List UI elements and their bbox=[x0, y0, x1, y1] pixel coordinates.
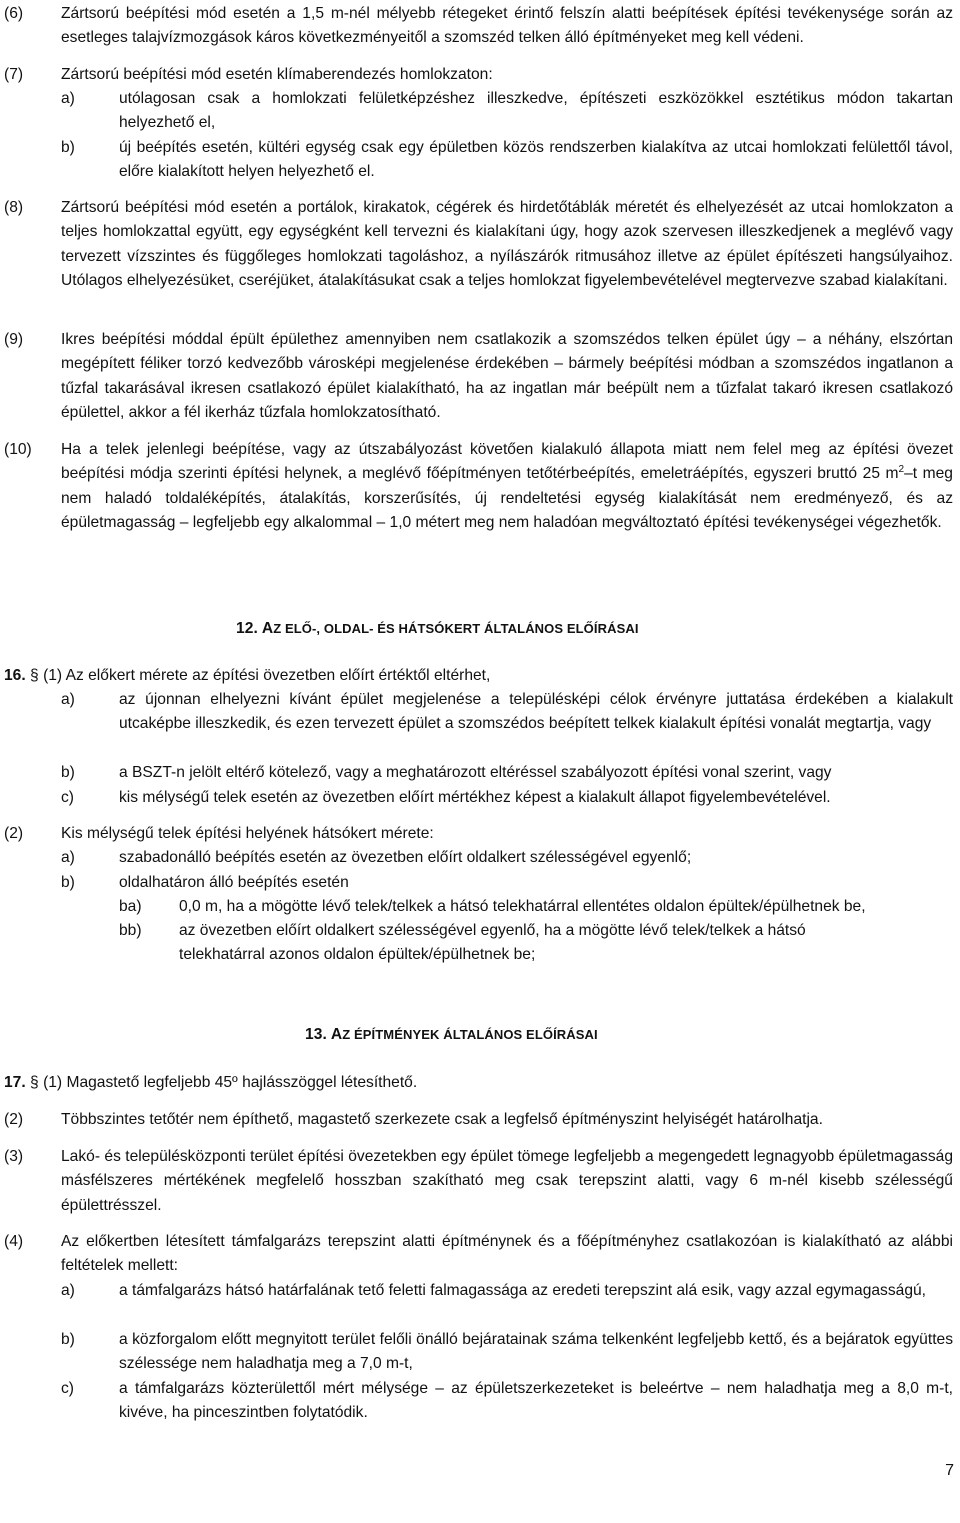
section-heading-12: 12. AZ ELŐ-, OLDAL- ÉS HÁTSÓKERT ÁLTALÁNOS ELŐÍRÁSAI bbox=[236, 620, 639, 637]
paragraph-8: Zártsorú beépítési mód esetén a portálok, kirakatok, cégérek és hirdetőtáblák méretét és elhelyezését az utcai homlokzaton a teljes homlokzattal együtt, egy egységként kell tervezni és kialakítani úgy, hogy azok szervesen illeszkedjenek a meglévő vagy tervezett vízszintes és függőleges homlokzati tagoláshoz, a nyílászárók ritmusához illetve az épület építészeti hangsúlyaihoz. Utólagos elhelyezésüket, cseréjüket, átalakításukat csak a teljes homlokzat figyelembevételével megtervezve szabad kialakítani. bbox=[61, 199, 953, 290]
section-title: ÉPÍTMÉNYEK ÁLTALÁNOS ELŐÍRÁSAI bbox=[350, 1027, 598, 1042]
list-item: szabadonálló beépítés esetén az övezetben előírt oldalkert szélességével egyenlő; bbox=[119, 849, 692, 866]
item-label: bb) bbox=[119, 922, 142, 939]
list-item: az újonnan elhelyezni kívánt épület megjelenése a településképi célok érvényre juttatása érdekében a kialakult utcaképbe illeszkedik, és ezen tervezett épület a szomszédos beépített telkek kialakult építési vonalát megtartja, vagy bbox=[119, 691, 953, 733]
section-number: 13. bbox=[305, 1026, 331, 1043]
paragraph-9: Ikres beépítési móddal épült épülethez amennyiben nem csatlakozik a szomszédos telken épület úgy – a néhány, elszórtan megépített féliker torzó kedvezőbb városképi megjelenése érdekében – bármely beépítési módban a szomszédos ingatlanon a tűzfal takarásával ikresen csatlakozó épület kialakítható, ha az ingatlan már beépült nem a tűzfalat takaró ikresen csatlakozó épülettel, akkor a fél ikerház tűzfala homlokzatosítható. bbox=[61, 331, 953, 422]
item-label: b) bbox=[61, 139, 75, 156]
list-item: a BSZT-n jelölt eltérő kötelező, vagy a meghatározott eltéréssel szabályozott építési vonal szerint, vagy bbox=[119, 764, 832, 781]
superscript: 2 bbox=[898, 464, 905, 476]
item-label: a) bbox=[61, 691, 75, 708]
section-sign: § bbox=[30, 667, 39, 684]
section-number: 12. bbox=[236, 620, 262, 637]
paragraph-17-2: Többszintes tetőtér nem építhető, magastető szerkezete csak a legfelső építményszint helyiségét határolhatja. bbox=[61, 1111, 823, 1128]
item-label: a) bbox=[61, 849, 75, 866]
item-label: a) bbox=[61, 90, 75, 107]
paragraph-number: (8) bbox=[4, 199, 24, 216]
paragraph-number: (9) bbox=[4, 331, 24, 348]
item-label: c) bbox=[61, 1380, 74, 1397]
paragraph-number: (4) bbox=[4, 1233, 24, 1250]
paragraph-10 bbox=[61, 438, 953, 536]
section-17-intro: 17. § (1) Magastető legfeljebb 45º hajlásszöggel létesíthető. bbox=[4, 1074, 418, 1091]
item-label: ba) bbox=[119, 898, 142, 915]
sub-number: (1) bbox=[43, 1074, 63, 1091]
section-heading-13: 13. AZ ÉPÍTMÉNYEK ÁLTALÁNOS ELŐÍRÁSAI bbox=[305, 1026, 598, 1043]
paragraph-number: (2) bbox=[4, 825, 24, 842]
section-number: 16. bbox=[4, 667, 26, 684]
item-label: b) bbox=[61, 874, 75, 891]
paragraph-number: (6) bbox=[4, 5, 24, 22]
page-number: 7 bbox=[945, 1462, 954, 1479]
list-item: a támfalgarázs hátsó határfalának tető feletti falmagassága az eredeti terepszint alá esik, vagy azzal egymagasságú, bbox=[119, 1282, 926, 1299]
section-sign: § bbox=[30, 1074, 39, 1091]
list-item: utólagosan csak a homlokzati felületképzéshez illeszkedve, építészeti eszközökkel esztétikus módon takartan helyezhető el, bbox=[119, 90, 953, 132]
paragraph-10-text-a: Ha a telek jelenlegi beépítése, vagy az útszabályozást követően kialakuló állapota miatt nem felel meg az építési övezet beépítési módja szerinti építési helynek, a meglévő főépítményen tetőtérbeépítés, emeletráépítés, egyszeri bruttó 25 m bbox=[61, 441, 953, 483]
list-item: új beépítés esetén, kültéri egység csak egy épületben közös rendszerben kialakítva az utcai homlokzati felülettől távol, előre kialakított helyen helyezhető el. bbox=[119, 139, 953, 181]
item-label: a) bbox=[61, 1282, 75, 1299]
paragraph-number: (3) bbox=[4, 1148, 24, 1165]
list-subitem: 0,0 m, ha a mögötte lévő telek/telkek a hátsó telekhatárral ellentétes oldalon épültek/épülhetnek be, bbox=[179, 898, 866, 915]
paragraph-16-2: Kis mélységű telek építési helyének hátsókert mérete: bbox=[61, 825, 434, 842]
paragraph-7: Zártsorú beépítési mód esetén klímaberendezés homlokzaton: bbox=[61, 66, 493, 83]
list-item: a támfalgarázs közterülettől mért mélysége – az épületszerkezeteket is beleértve – nem haladhatja meg a 8,0 m-t, kivéve, ha pinceszintben folytatódik. bbox=[119, 1380, 953, 1422]
list-subitem: az övezetben előírt oldalkert szélességével egyenlő, ha a mögötte lévő telek/telkek a hátsó telekhatárral azonos oldalon épültek/épülhetnek be; bbox=[179, 922, 806, 964]
list-item: a közforgalom előtt megnyitott terület felőli önálló bejáratainak száma telkenként legfeljebb kettő, és a bejáratok együttes szélessége nem haladhatja meg a 7,0 m-t, bbox=[119, 1331, 953, 1373]
section-number: 17. bbox=[4, 1074, 26, 1091]
paragraph-6: Zártsorú beépítési mód esetén a 1,5 m-nél mélyebb rétegeket érintő felszín alatti beépítések építési tevékenysége során az esetleges talajvízmozgások káros következményeitől a szomszéd telken álló építményeket meg kell védeni. bbox=[61, 5, 953, 47]
item-label: c) bbox=[61, 789, 74, 806]
paragraph-10-text-b: –t meg nem haladó toldaléképítés, átalakítás, korszerűsítés, új rendeltetési egység kialakítását nem eredményező, és az épületmagasság – legfeljebb egy alkalommal – 1,0 métert meg nem haladóan megváltoztató építési tevékenységei végezhetők. bbox=[61, 465, 953, 532]
list-item: oldalhatáron álló beépítés esetén bbox=[119, 874, 349, 891]
paragraph-17-4: Az előkertben létesített támfalgarázs terepszint alatti építménynek és a főépítményhez csatlakozóan is kialakítható az alábbi feltételek mellett: bbox=[61, 1233, 953, 1275]
section-16-intro: 16. § (1) Az előkert mérete az építési övezetben előírt értéktől eltérhet, bbox=[4, 667, 491, 684]
section-title: ELŐ-, OLDAL- ÉS HÁTSÓKERT ÁLTALÁNOS ELŐÍRÁSAI bbox=[281, 621, 639, 636]
sub-number: (1) bbox=[43, 667, 63, 684]
item-label: b) bbox=[61, 1331, 75, 1348]
paragraph-17-3: Lakó- és településközponti terület építési övezetekben egy épület tömege legfeljebb a megengedett legnagyobb épületmagasság másfélszeres mértékének megfelelő hosszban szakítható meg csak terepszint alatti, vagy 6 m-nél kisebb szélességű épülettrésszel. bbox=[61, 1148, 953, 1214]
paragraph-number: (2) bbox=[4, 1111, 24, 1128]
item-label: b) bbox=[61, 764, 75, 781]
paragraph-number: (7) bbox=[4, 66, 24, 83]
paragraph-number: (10) bbox=[4, 441, 32, 458]
list-item: kis mélységű telek esetén az övezetben előírt mértékhez képest a kialakult állapot figyelembevételével. bbox=[119, 789, 831, 806]
